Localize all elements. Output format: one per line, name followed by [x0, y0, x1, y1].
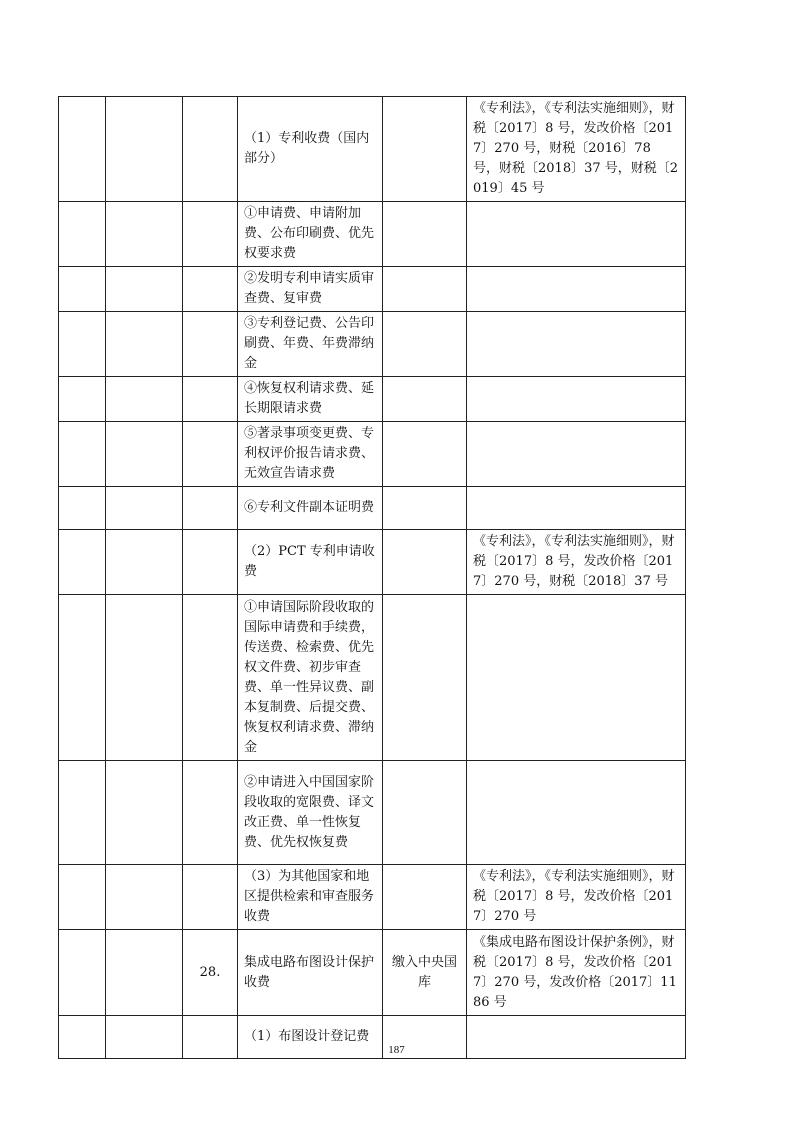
blank-cell	[106, 595, 183, 761]
legal-basis: 《专利法》，《专利法实施细则》，财税〔2017〕8 号，发改价格〔2017〕270 号，财税〔2018〕37 号	[467, 530, 686, 595]
blank-cell	[59, 761, 106, 865]
item-number	[183, 595, 238, 761]
fund-destination	[383, 865, 467, 930]
table-row	[59, 595, 686, 761]
legal-basis	[467, 267, 686, 312]
legal-basis	[467, 761, 686, 865]
table-row	[59, 761, 686, 865]
item-number	[183, 865, 238, 930]
fund-destination	[383, 487, 467, 530]
blank-cell	[106, 487, 183, 530]
fee-item: ③专利登记费、公告印刷费、年费、年费滞纳金	[238, 312, 383, 377]
fee-item: （3）为其他国家和地区提供检索和审查服务收费	[238, 865, 383, 930]
fee-item: 集成电路布图设计保护收费	[238, 930, 383, 1016]
fee-item: ①申请费、申请附加费、公布印刷费、优先权要求费	[238, 202, 383, 267]
table-row	[59, 422, 686, 487]
table-row	[59, 202, 686, 267]
fee-item: ②申请进入中国国家阶段收取的宽限费、译文改正费、单一性恢复费、优先权恢复费	[238, 761, 383, 865]
blank-cell	[106, 865, 183, 930]
blank-cell	[59, 530, 106, 595]
fee-item: ⑥专利文件副本证明费	[238, 487, 383, 530]
blank-cell	[59, 422, 106, 487]
item-number: 28.	[183, 930, 238, 1016]
table-row	[59, 930, 686, 1016]
fee-item: ②发明专利申请实质审查费、复审费	[238, 267, 383, 312]
item-number	[183, 97, 238, 202]
legal-basis	[467, 422, 686, 487]
item-number	[183, 377, 238, 422]
fee-item: ⑤著录事项变更费、专利权评价报告请求费、无效宣告请求费	[238, 422, 383, 487]
blank-cell	[106, 97, 183, 202]
item-number	[183, 312, 238, 377]
legal-basis	[467, 595, 686, 761]
fund-destination	[383, 377, 467, 422]
fund-destination	[383, 202, 467, 267]
table-row	[59, 97, 686, 202]
fund-destination	[383, 312, 467, 377]
legal-basis	[467, 202, 686, 267]
fund-destination	[383, 422, 467, 487]
fee-table	[58, 96, 686, 1059]
blank-cell	[106, 422, 183, 487]
table-row	[59, 377, 686, 422]
blank-cell	[106, 312, 183, 377]
fee-item: ④恢复权利请求费、延长期限请求费	[238, 377, 383, 422]
blank-cell	[59, 377, 106, 422]
fund-destination	[383, 97, 467, 202]
fee-item: （1）专利收费（国内部分）	[238, 97, 383, 202]
fund-destination	[383, 267, 467, 312]
fee-table-body	[59, 97, 686, 1059]
table-row	[59, 487, 686, 530]
fee-item: ①申请国际阶段收取的国际申请费和手续费，传送费、检索费、优先权文件费、初步审查费、单一性异议费、副本复制费、后提交费、恢复权利请求费、滞纳金	[238, 595, 383, 761]
table-row	[59, 267, 686, 312]
legal-basis: 《专利法》，《专利法实施细则》，财税〔2017〕8 号，发改价格〔2017〕270 号，财税〔2016〕78 号，财税〔2018〕37 号，财税〔2019〕45 号	[467, 97, 686, 202]
blank-cell	[106, 202, 183, 267]
fund-destination	[383, 530, 467, 595]
fund-destination	[383, 761, 467, 865]
fee-item: （2）PCT 专利申请收费	[238, 530, 383, 595]
blank-cell	[106, 761, 183, 865]
item-number	[183, 422, 238, 487]
blank-cell	[59, 97, 106, 202]
item-number	[183, 267, 238, 312]
fee-item: （1）布图设计登记费	[238, 1016, 383, 1059]
blank-cell	[59, 312, 106, 377]
table-row	[59, 312, 686, 377]
item-number	[183, 487, 238, 530]
table-row	[59, 530, 686, 595]
blank-cell	[59, 267, 106, 312]
item-number	[183, 202, 238, 267]
legal-basis: 《集成电路布图设计保护条例》，财税〔2017〕8 号，发改价格〔2017〕270 号，发改价格〔2017〕1186 号	[467, 930, 686, 1016]
blank-cell	[106, 530, 183, 595]
blank-cell	[59, 595, 106, 761]
page-number: 187	[388, 1044, 405, 1056]
fund-destination	[383, 595, 467, 761]
table-row	[59, 865, 686, 930]
blank-cell	[106, 377, 183, 422]
legal-basis	[467, 487, 686, 530]
legal-basis	[467, 377, 686, 422]
legal-basis: 《专利法》，《专利法实施细则》，财税〔2017〕8 号，发改价格〔2017〕270 号	[467, 865, 686, 930]
blank-cell	[59, 865, 106, 930]
item-number	[183, 530, 238, 595]
item-number	[183, 761, 238, 865]
blank-cell	[59, 930, 106, 1016]
blank-cell	[59, 487, 106, 530]
blank-cell	[59, 202, 106, 267]
blank-cell	[106, 930, 183, 1016]
fund-destination: 缴入中央国库	[383, 930, 467, 1016]
legal-basis	[467, 312, 686, 377]
blank-cell	[106, 267, 183, 312]
